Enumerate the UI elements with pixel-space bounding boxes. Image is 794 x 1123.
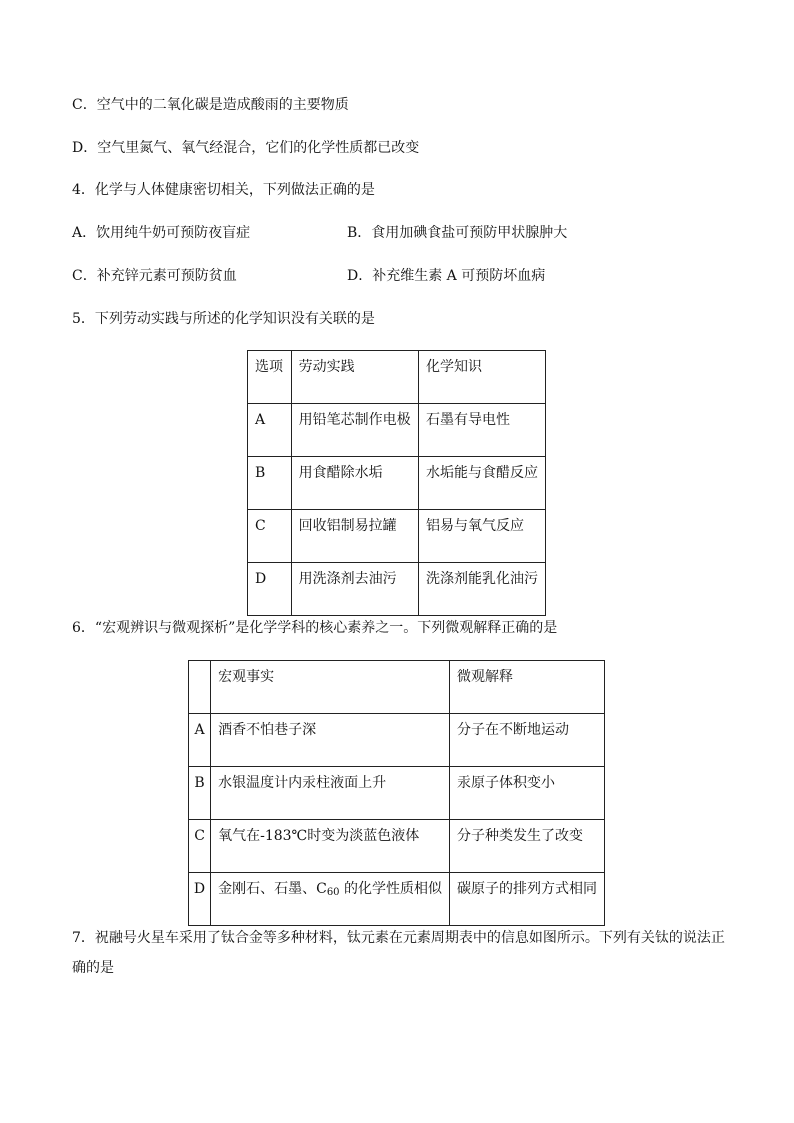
table-cell: D — [189, 873, 211, 926]
table-row — [189, 820, 605, 873]
subscript-60: 60 — [326, 887, 340, 898]
q4-option-c: C．补充锌元素可预防贫血 — [72, 268, 237, 284]
question-6-stem: 6．“宏观辨识与微观探析”是化学学科的核心素养之一。下列微观解释正确的是 — [72, 620, 558, 636]
table-row — [189, 873, 605, 926]
header-cell: 宏观事实 — [211, 661, 450, 714]
table-cell: B — [189, 767, 211, 820]
table-cell: 洗涤剂能乳化油污 — [419, 563, 546, 616]
table-cell: 石墨有导电性 — [419, 404, 546, 457]
table-row — [248, 457, 546, 510]
table-header-row — [189, 661, 605, 714]
table-cell: 用洗涤剂去油污 — [291, 563, 418, 616]
table-cell: C — [248, 510, 292, 563]
table-row — [248, 510, 546, 563]
table-header-row — [248, 351, 546, 404]
question-5-stem: 5．下列劳动实践与所述的化学知识没有关联的是 — [72, 311, 375, 327]
table-cell: 分子种类发生了改变 — [450, 820, 605, 873]
table-cell: 水垢能与食醋反应 — [419, 457, 546, 510]
header-cell: 化学知识 — [419, 351, 546, 404]
table-cell: A — [189, 714, 211, 767]
question-5-table — [247, 350, 546, 616]
table-cell: 酒香不怕巷子深 — [211, 714, 450, 767]
table-cell: 汞原子体积变小 — [450, 767, 605, 820]
table-row — [248, 404, 546, 457]
table-cell: 回收铝制易拉罐 — [291, 510, 418, 563]
fact-text-part: 金刚石、石墨、C — [218, 881, 327, 897]
header-cell: 微观解释 — [450, 661, 605, 714]
header-cell: 选项 — [248, 351, 292, 404]
table-cell: 水银温度计内汞柱液面上升 — [211, 767, 450, 820]
table-cell: B — [248, 457, 292, 510]
q4-option-a: A．饮用纯牛奶可预防夜盲症 — [72, 225, 251, 241]
option-c-previous-question: C．空气中的二氧化碳是造成酸雨的主要物质 — [72, 97, 349, 113]
table-cell: D — [248, 563, 292, 616]
question-4-stem: 4．化学与人体健康密切相关，下列做法正确的是 — [72, 182, 375, 198]
header-cell — [189, 661, 211, 714]
table-cell: 氧气在-183℃时变为淡蓝色液体 — [211, 820, 450, 873]
header-cell: 劳动实践 — [291, 351, 418, 404]
q4-option-d: D．补充维生素 A 可预防坏血病 — [347, 268, 546, 284]
table-cell: 碳原子的排列方式相同 — [450, 873, 605, 926]
table-row — [189, 767, 605, 820]
table-cell: A — [248, 404, 292, 457]
table-cell: 铝易与氧气反应 — [419, 510, 546, 563]
table-row — [248, 563, 546, 616]
question-7-stem-line-1: 7．祝融号火星车采用了钛合金等多种材料，钛元素在元素周期表中的信息如图所示。下列有关钛的说法正 — [72, 930, 725, 946]
q4-option-b: B．食用加碘食盐可预防甲状腺肿大 — [347, 225, 568, 241]
table-cell: 用食醋除水垢 — [291, 457, 418, 510]
table-cell: C — [189, 820, 211, 873]
table-cell — [211, 873, 450, 926]
question-7-stem-line-2: 确的是 — [72, 960, 114, 976]
table-row — [189, 714, 605, 767]
table-cell: 分子在不断地运动 — [450, 714, 605, 767]
option-d-previous-question: D．空气里氮气、氧气经混合，它们的化学性质都已改变 — [72, 140, 420, 156]
table-cell: 用铅笔芯制作电极 — [291, 404, 418, 457]
question-6-table — [188, 660, 605, 926]
fact-text-part: 的化学性质相似 — [339, 881, 442, 897]
